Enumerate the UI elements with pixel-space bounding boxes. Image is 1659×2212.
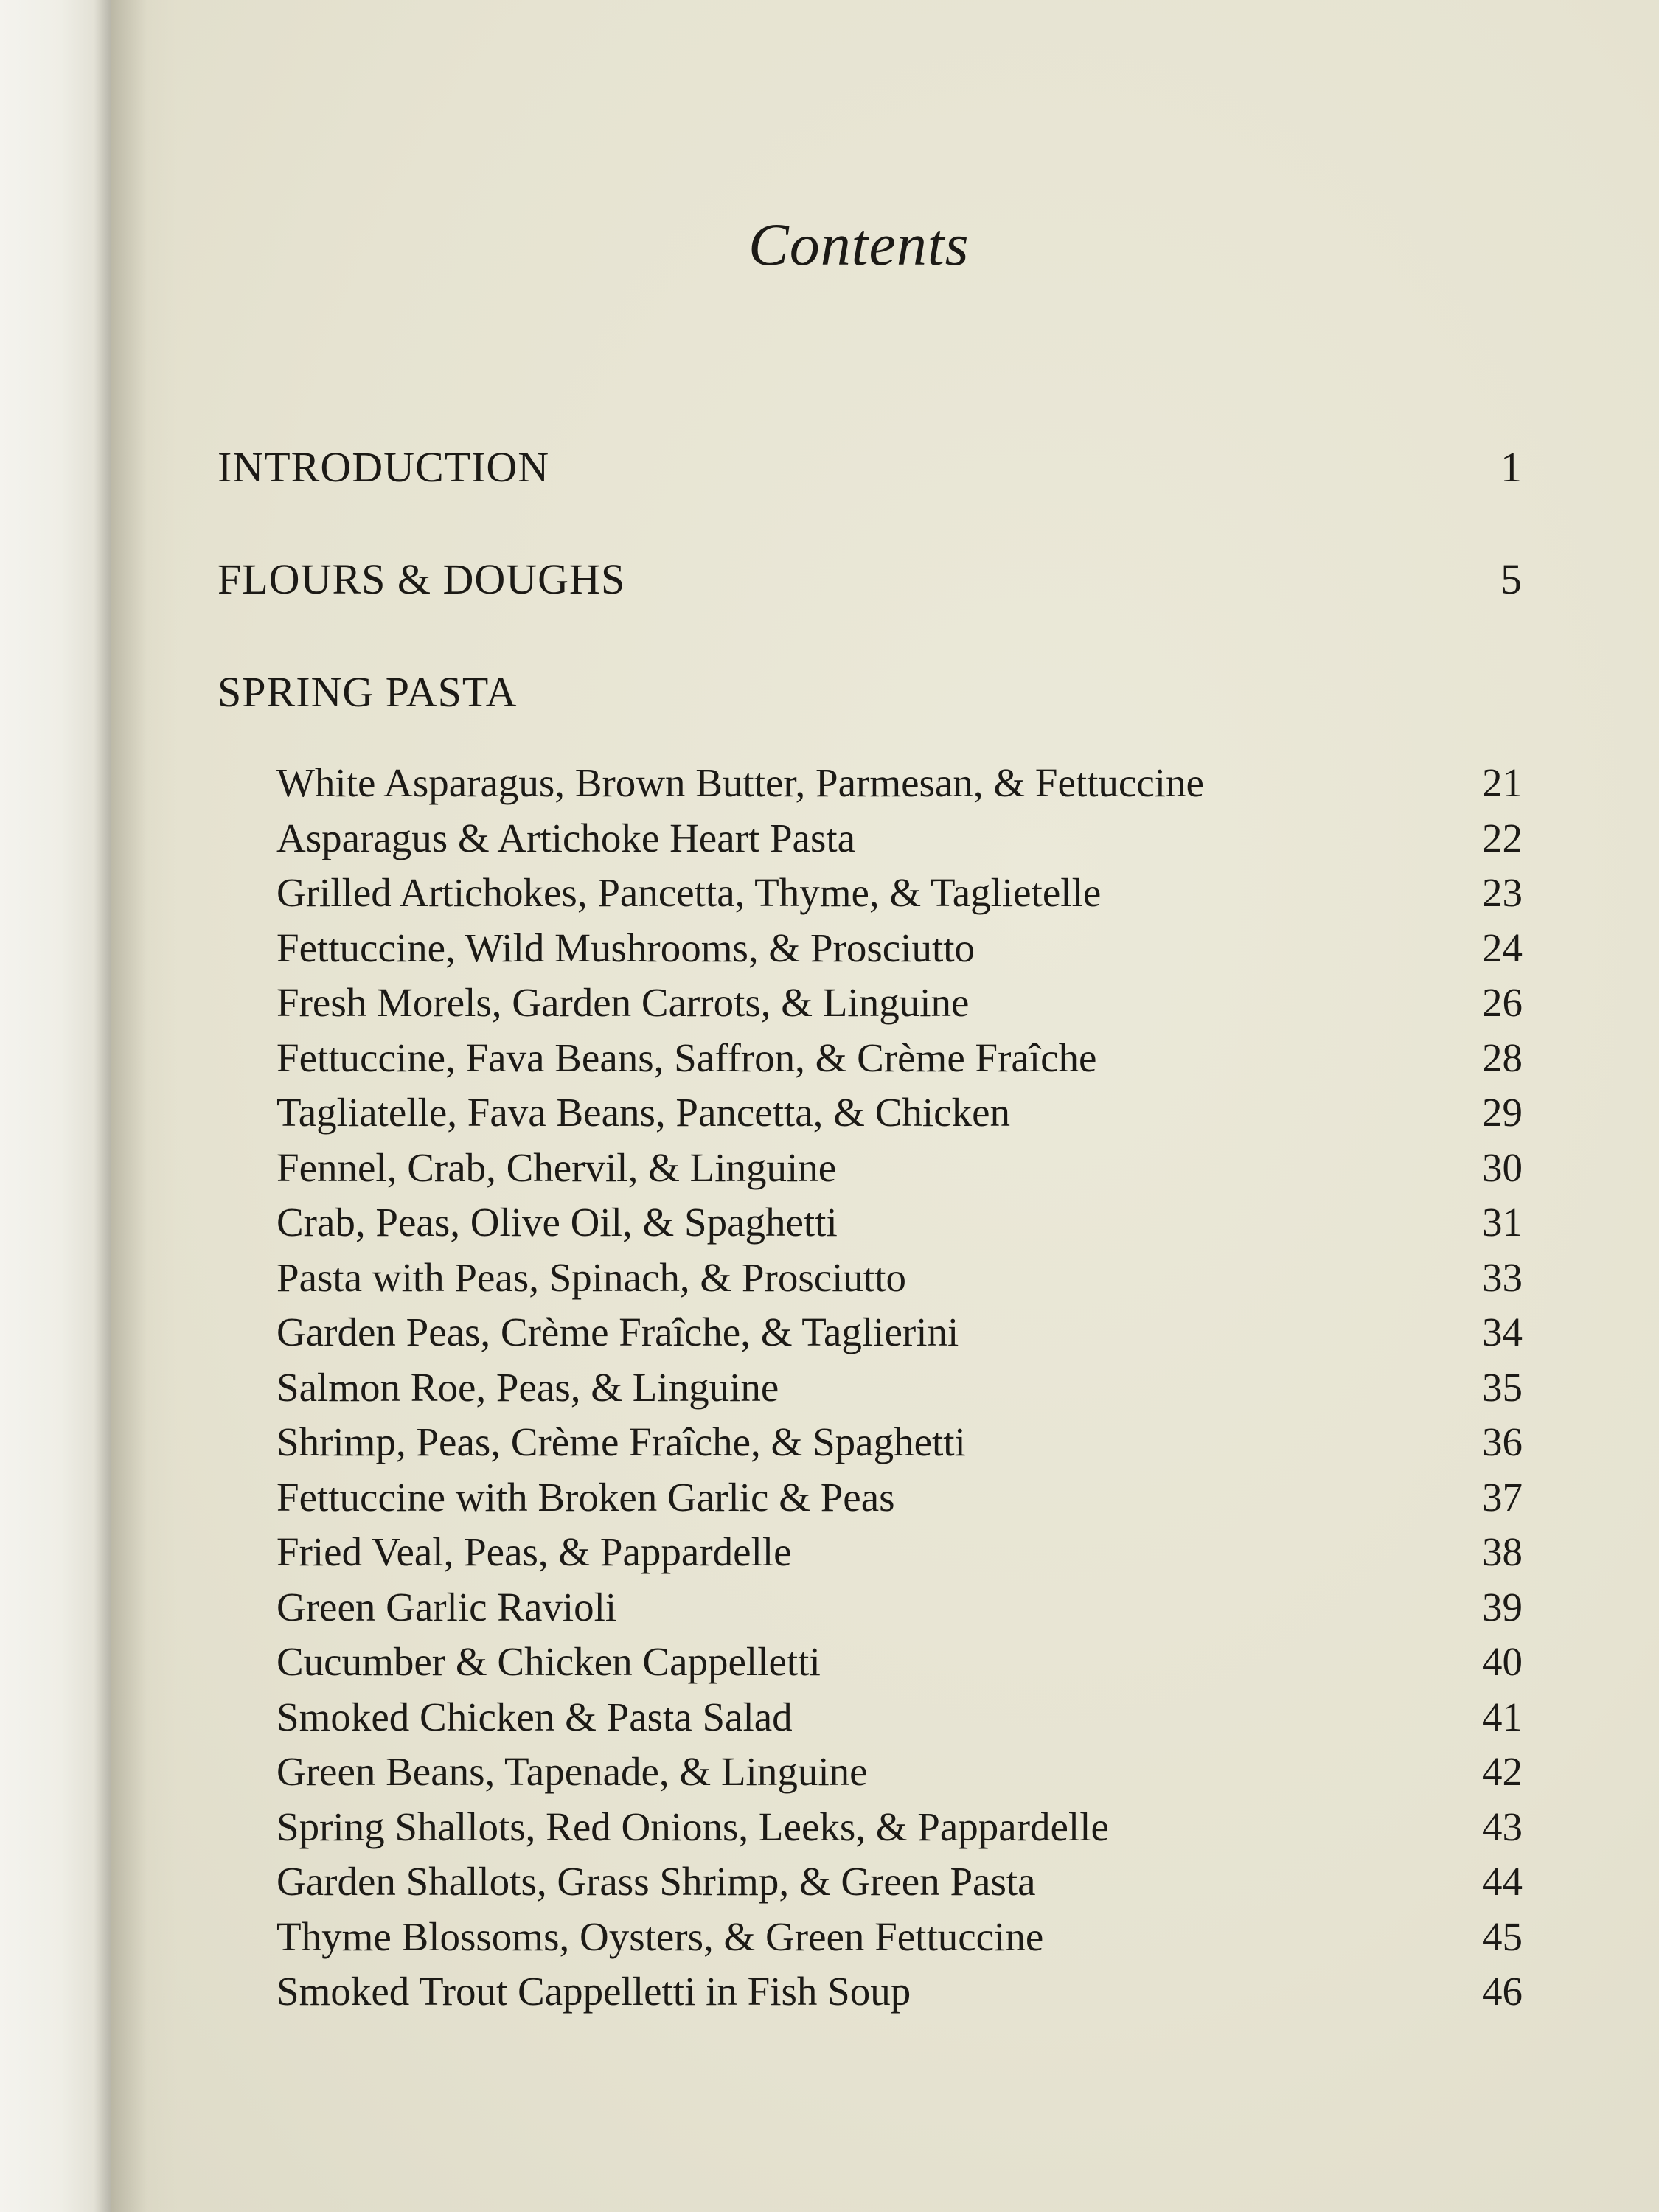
list-item <box>276 1251 1523 1306</box>
page-number: 33 <box>1482 1254 1523 1300</box>
section-label: FLOURS & DOUGHS <box>218 555 626 603</box>
page-number: 41 <box>1482 1694 1523 1739</box>
recipe-title: Pasta with Peas, Spinach, & Prosciutto <box>276 1254 906 1300</box>
list-item <box>276 1470 1523 1526</box>
page-number: 43 <box>1482 1804 1523 1849</box>
list-item <box>276 1745 1523 1800</box>
list-item <box>276 1964 1523 2020</box>
list-item <box>276 1031 1523 1086</box>
list-item <box>276 756 1523 811</box>
recipe-title: Fettuccine with Broken Garlic & Peas <box>276 1474 895 1520</box>
recipe-title: Grilled Artichokes, Pancetta, Thyme, & Taglietelle <box>276 870 1102 915</box>
page-number: 36 <box>1482 1419 1523 1464</box>
recipe-title: Fresh Morels, Garden Carrots, & Linguine <box>276 980 970 1025</box>
page-number: 28 <box>1482 1034 1523 1080</box>
recipe-title: Fennel, Crab, Chervil, & Linguine <box>276 1144 837 1190</box>
page-number: 42 <box>1482 1749 1523 1794</box>
recipe-title: Spring Shallots, Red Onions, Leeks, & Pappardelle <box>276 1804 1109 1849</box>
list-item <box>276 1854 1523 1910</box>
page-number: 37 <box>1482 1474 1523 1520</box>
recipe-title: Crab, Peas, Olive Oil, & Spaghetti <box>276 1200 838 1245</box>
page-number: 30 <box>1482 1144 1523 1190</box>
recipe-title: Tagliatelle, Fava Beans, Pancetta, & Chicken <box>276 1090 1010 1135</box>
recipe-title: Garden Peas, Crème Fraîche, & Taglierini <box>276 1310 959 1354</box>
list-item <box>276 975 1523 1031</box>
page-number: 35 <box>1482 1364 1523 1410</box>
section-label: SPRING PASTA <box>218 668 518 716</box>
recipe-title: Smoked Chicken & Pasta Salad <box>276 1694 793 1739</box>
section-label: INTRODUCTION <box>218 443 550 491</box>
page-number: 21 <box>1482 760 1523 805</box>
page-number: 24 <box>1482 925 1523 970</box>
list-item <box>276 1690 1523 1745</box>
recipe-title: Cucumber & Chicken Cappelletti <box>276 1639 821 1684</box>
list-item <box>276 1525 1523 1580</box>
page-number: 45 <box>1482 1913 1523 1959</box>
recipe-title: Fried Veal, Peas, & Pappardelle <box>276 1529 792 1574</box>
list-item <box>276 1910 1523 1965</box>
page-title: Contents <box>748 211 970 278</box>
page-number: 38 <box>1482 1529 1523 1574</box>
recipe-title: Garden Shallots, Grass Shrimp, & Green Pasta <box>276 1859 1036 1904</box>
section-spring-pasta <box>218 667 1523 717</box>
list-item <box>276 811 1523 866</box>
recipe-title: Shrimp, Peas, Crème Fraîche, & Spaghetti <box>276 1419 966 1464</box>
section-flours-doughs <box>218 554 1523 604</box>
page-number: 39 <box>1482 1584 1523 1630</box>
recipe-title: Asparagus & Artichoke Heart Pasta <box>276 815 856 860</box>
list-item <box>276 1635 1523 1690</box>
list-item <box>276 1800 1523 1855</box>
list-item <box>276 866 1523 921</box>
recipe-title: Fettuccine, Fava Beans, Saffron, & Crème Fraîche <box>276 1034 1097 1080</box>
list-item <box>276 1305 1523 1360</box>
page-number: 23 <box>1482 870 1523 915</box>
section-page-number: 5 <box>1500 555 1523 603</box>
page-number: 46 <box>1482 1969 1523 2014</box>
list-item <box>276 1415 1523 1470</box>
recipe-title: Fettuccine, Wild Mushrooms, & Prosciutto <box>276 925 975 970</box>
facing-page-edge <box>0 0 111 2212</box>
list-item <box>276 1360 1523 1416</box>
gutter-shadow <box>111 0 177 2212</box>
page-number: 44 <box>1482 1859 1523 1904</box>
page-number: 26 <box>1482 980 1523 1025</box>
page-number: 40 <box>1482 1639 1523 1684</box>
list-item <box>276 1141 1523 1196</box>
list-item <box>276 1085 1523 1141</box>
recipe-title: White Asparagus, Brown Butter, Parmesan, & Fettuccine <box>276 760 1204 805</box>
page-number: 34 <box>1482 1310 1523 1354</box>
section-introduction <box>218 442 1523 492</box>
page-number: 31 <box>1482 1200 1523 1245</box>
page-number: 22 <box>1482 815 1523 860</box>
list-item <box>276 921 1523 976</box>
list-item <box>276 1580 1523 1635</box>
recipe-title: Thyme Blossoms, Oysters, & Green Fettuccine <box>276 1913 1044 1959</box>
recipe-title: Salmon Roe, Peas, & Linguine <box>276 1364 779 1410</box>
recipe-title: Smoked Trout Cappelletti in Fish Soup <box>276 1969 911 2014</box>
recipe-title: Green Beans, Tapenade, & Linguine <box>276 1749 868 1794</box>
page-number: 29 <box>1482 1090 1523 1135</box>
recipe-list <box>276 756 1523 2020</box>
section-page-number: 1 <box>1500 443 1523 491</box>
recipe-title: Green Garlic Ravioli <box>276 1584 617 1630</box>
list-item <box>276 1195 1523 1251</box>
